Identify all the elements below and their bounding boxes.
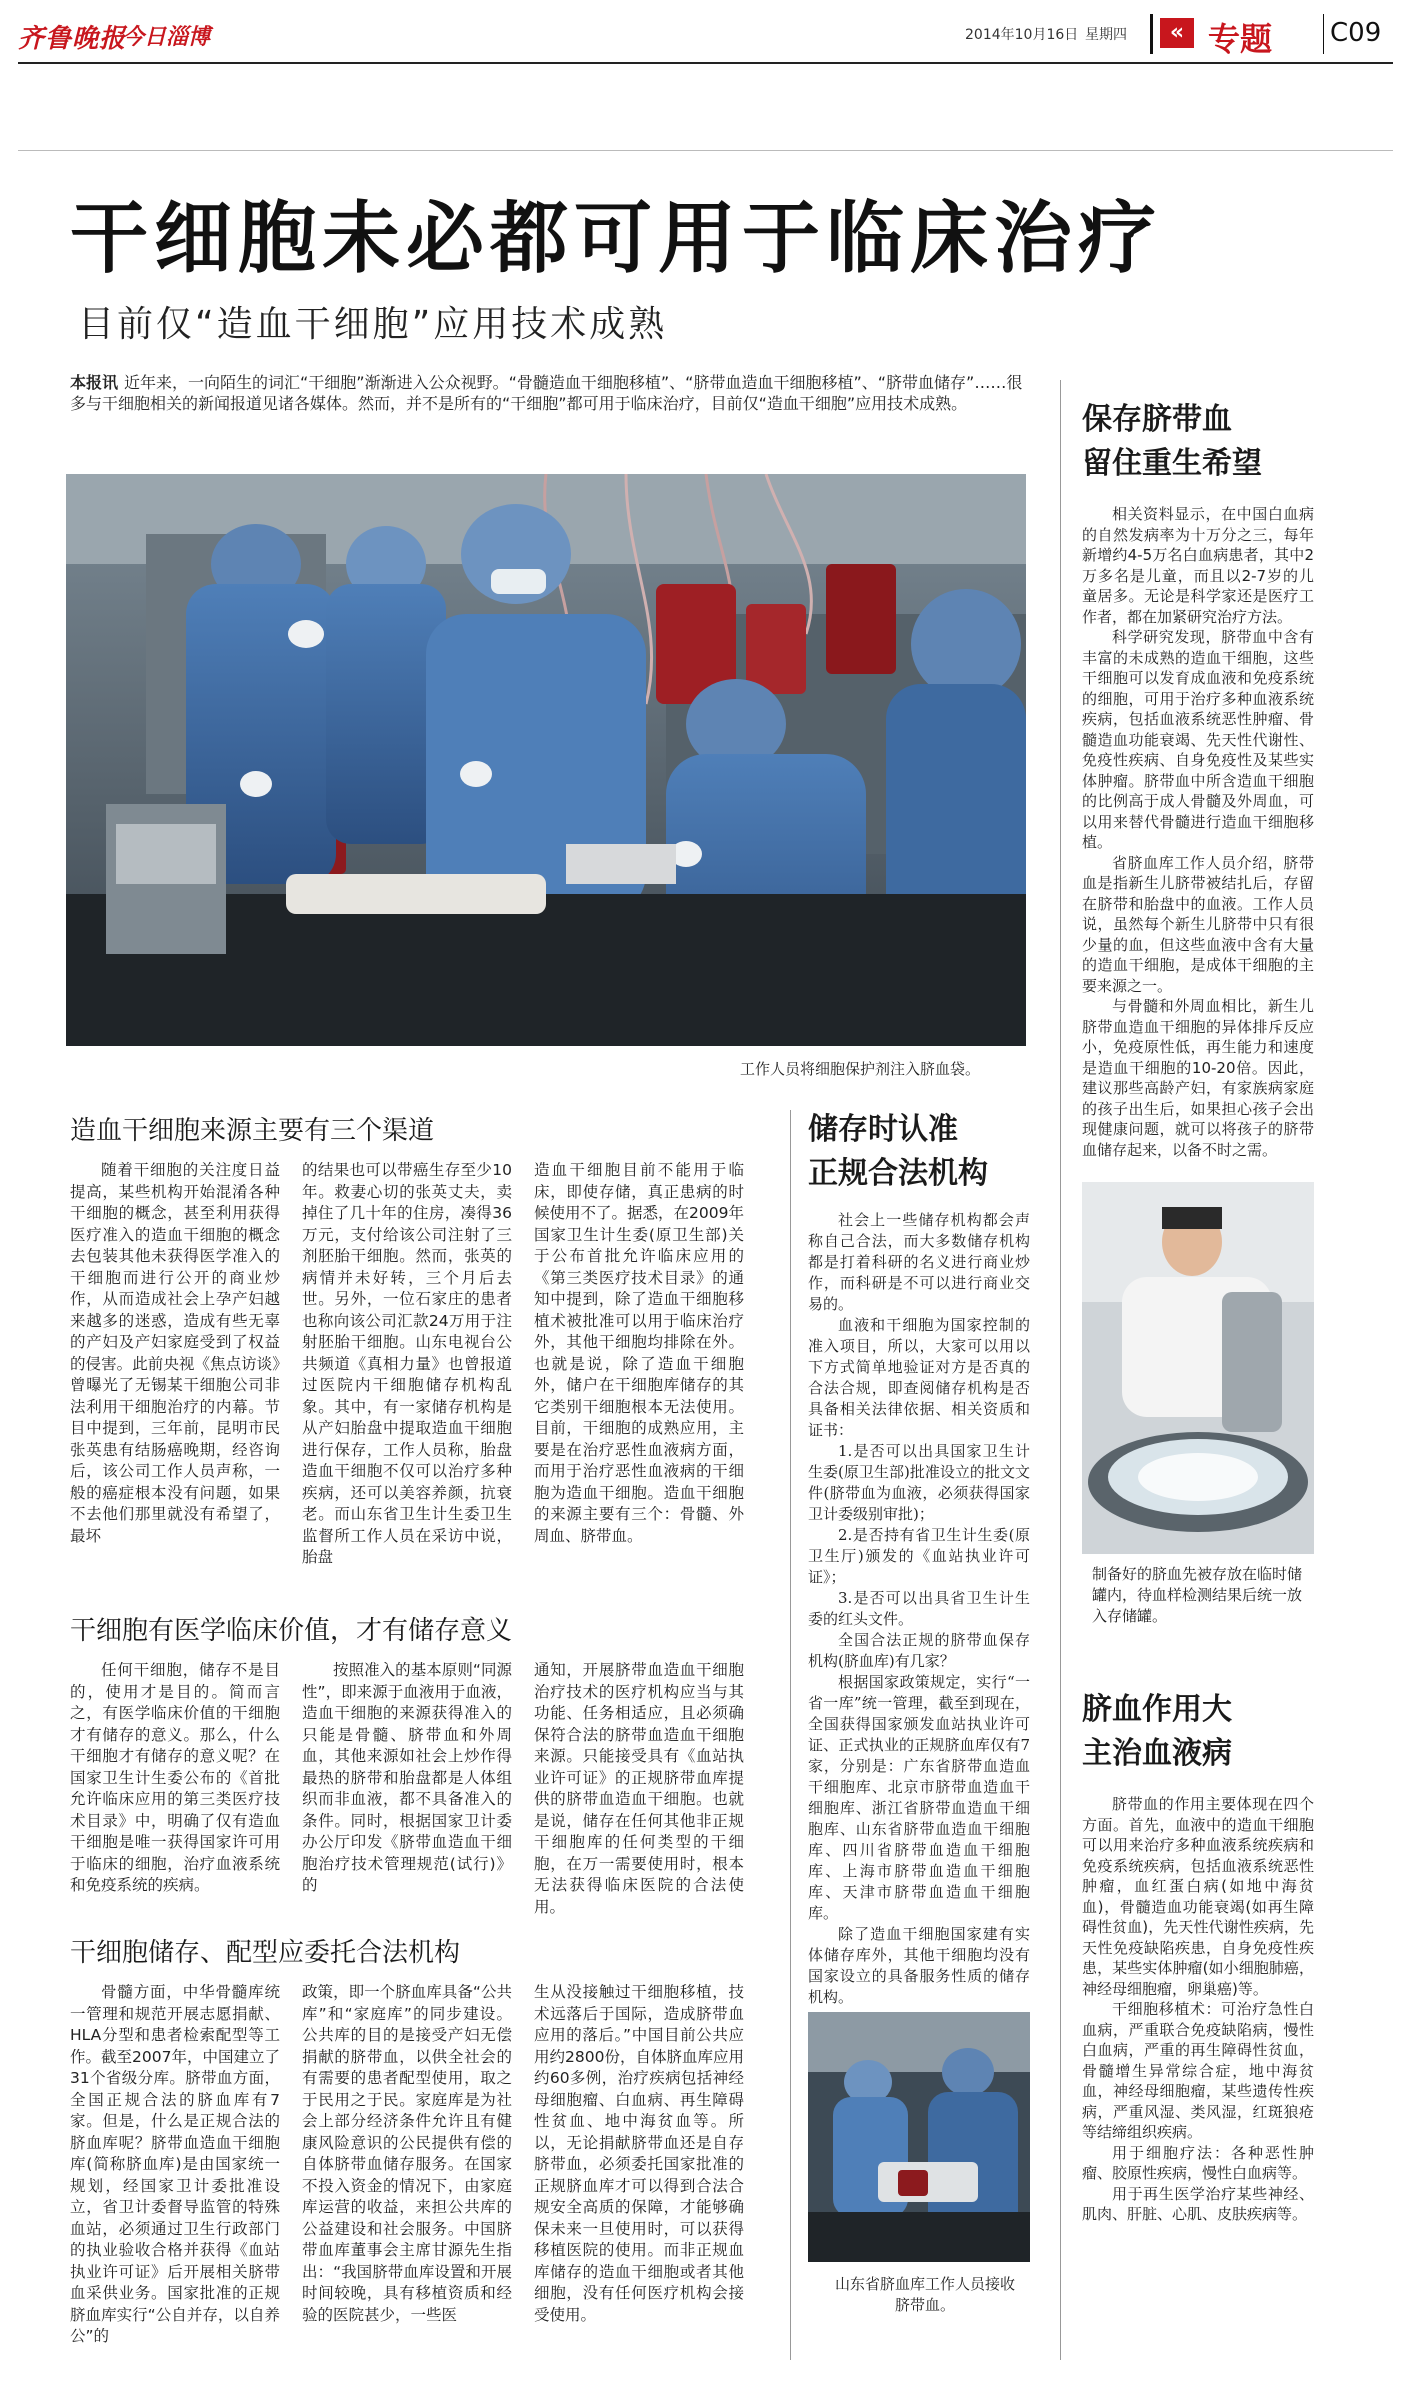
section-1-col-3: [534, 1160, 744, 1547]
mid-column-body: [808, 1210, 1030, 2008]
subheadline: 目前仅“造血干细胞”应用技术成熟: [78, 304, 668, 345]
right-box-1-title: [1082, 398, 1262, 486]
section-1-col-2: [302, 1160, 512, 1569]
mid-para-1: 社会上一些储存机构都会声称自己合法，而大多数储存机构都是打着科研的名义进行商业炒作，而科研是不可以进行商业交易的。: [808, 1211, 1030, 1313]
section-3-col-3: [534, 1982, 744, 2326]
cryogenic-storage-illustration: [1082, 1182, 1314, 1554]
right-box-2-body: [1082, 1794, 1314, 2225]
section-2-title: 干细胞有医学临床价值，才有储存意义: [70, 1616, 513, 1646]
right-box-2-para-1: 脐带血的作用主要体现在四个方面。首先，血液中的造血干细胞可以用来治疗多种血液系统疾病和免疫系统疾病，包括血液系统恶性肿瘤，血红蛋白病(如地中海贫血)，骨髓造血功能衰竭(如再生障碍性贫血)，先天性代谢性疾病，先天性免疫缺陷疾患，自身免疫性疾患，某些实体肿瘤(如小细胞肺癌，神经母细胞瘤，卵巢癌)等。: [1082, 1795, 1314, 1998]
section-1-col-1-text: 随着干细胞的关注度日益提高，某些机构开始混淆各种干细胞的概念，甚至利用获得医疗准入的造血干细胞的概念去包装其他未获得医学准入的干细胞而进行公开的商业炒作，从而造成社会上孕产妇越来越多的迷惑，造成有些无辜的产妇及产妇家庭受到了权益的侵害。此前央视《焦点访谈》曾曝光了无锡某干细胞公司非法利用干细胞治疗的内幕。节目中提到，三年前，昆明市民张英患有结肠癌晚期，经咨询后，该公司工作人员声称，一般的癌症根本没有问题，如果不去他们那里就没有希望了，最坏: [70, 1161, 280, 1545]
section-1-col-1: [70, 1160, 280, 1547]
cord-blood-receiving-illustration: [808, 2012, 1030, 2262]
main-photo: [66, 474, 1026, 1046]
lead-text: 近年来，一向陌生的词汇“干细胞”渐渐进入公众视野。“骨髓造血干细胞移植”、“脐带血造血干细胞移植”、“脐带血储存”……很多与干细胞相关的新闻报道见诸各媒体。然而，并不是所有的“干细胞”都可用于临床治疗，目前仅“造血干细胞”应用技术成熟。: [70, 373, 1023, 413]
section-3-col-1-text: 骨髓方面，中华骨髓库统一管理和规范开展志愿捐献、HLA分型和患者检索配型等工作。截至2007年，中国建立了31个省级分库。脐带血方面，全国正规合法的脐血库有7家。但是，什么是正规合法的脐血库呢？脐带血造血干细胞库(简称脐血库)是由国家统一规划，经国家卫计委批准设立，省卫计委督导监管的特殊血站，必须通过卫生行政部门的执业验收合格并获得《血站执业许可证》后开展相关脐带血采供业务。国家批准的正规脐血库实行“公自并存，以自养公”的: [70, 1983, 280, 2345]
right-box-1-para-4: 与骨髓和外周血相比，新生儿脐带血造血干细胞的异体排斥反应小，免疫原性低，再生能力和速度是造血干细胞的10-20倍。因此，建议那些高龄产妇，有家族病家庭的孩子出生后，如果担心孩子会出现健康问题，就可以将孩子的脐带血储存起来，以备不时之需。: [1082, 997, 1314, 1159]
issue-date: 2014年10月16日: [965, 27, 1079, 43]
right-box-2-para-2: 干细胞移植术：可治疗急性白血病，严重联合免疫缺陷病，慢性白血病，严重的再生障碍性贫血，骨髓增生异常综合症，地中海贫血，神经母细胞瘤，某些遗传性疾病，严重风湿、类风湿，红斑狼疮等结缔组织疾病。: [1082, 2000, 1314, 2141]
right-column-photo: [1082, 1182, 1314, 1554]
mid-photo-caption: 山东省脐血库工作人员接收脐带血。: [834, 2275, 1015, 2314]
mid-para-8: 除了造血干细胞国家建有实体储存库外，其他干细胞均没有国家设立的具备服务性质的储存机构。: [808, 1925, 1030, 2006]
right-box-2-title: [1082, 1688, 1232, 1776]
right-box-2-title-line-1: 脐血作用大: [1082, 1692, 1232, 1727]
section-1-col-2-text: 的结果也可以带癌生存至少10年。救妻心切的张英丈夫，卖掉住了几十年的住房，凑得36万元，支付给该公司注射了三剂胚胎干细胞。然而，张英的病情并未好转，三个月后去世。另外，一位石家庄的患者也称向该公司汇款24万用于注射胚胎干细胞。山东电视台公共频道《真相力量》也曾报道过医院内干细胞储存机构乱象。其中，有一家储存机构是从产妇胎盘中提取造血干细胞进行保存，工作人员称，胎盘造血干细胞不仅可以治疗多种疾病，还可以美容养颜，抗衰老。而山东省卫生计生委卫生监督所工作人员在采访中说，胎盘: [302, 1161, 512, 1566]
mid-column-title: [808, 1108, 988, 1196]
topic-label: 专题: [1208, 20, 1273, 58]
double-chevron-left-icon: «: [1160, 18, 1194, 48]
newspaper-logo: 齐鲁晚报: [18, 24, 127, 54]
mid-para-6: 全国合法正规的脐带血保存机构(脐血库)有几家？: [808, 1631, 1030, 1670]
section-2-col-2-text: 按照准入的基本原则“同源性”，即来源于血液用于血液，造血干细胞的来源获得准入的只能是骨髓、脐带血和外周血，其他来源如社会上炒作得最热的脐带和胎盘都是人体组织而非血液，都不具备准入的条件。同时，根据国家卫计委办公厅印发《脐带血造血干细胞治疗技术管理规范(试行)》的: [302, 1661, 512, 1894]
right-box-2-para-3: 用于细胞疗法：各种恶性肿瘤、胶原性疾病，慢性白血病等。: [1082, 2143, 1314, 2182]
right-photo-caption: 制备好的脐血先被存放在临时储罐内，待血样检测结果后统一放入存储罐。: [1092, 1565, 1303, 1625]
page-number: C09: [1330, 18, 1382, 48]
column-divider-mid: [790, 1110, 791, 2360]
section-1-title: 造血干细胞来源主要有三个渠道: [70, 1116, 435, 1146]
column-divider-right: [1060, 380, 1061, 2360]
section-name: 今日淄博: [122, 25, 211, 50]
right-box-1-title-line-2: 留住重生希望: [1082, 446, 1262, 481]
right-box-1-para-3: 省脐血库工作人员介绍，脐带血是指新生儿脐带被结扎后，存留在脐带和胎盘中的血液。工作人员说，虽然每个新生儿脐带中只有很少量的血，但这些血液中含有大量的造血干细胞，是成体干细胞的主要来源之一。: [1082, 853, 1314, 995]
right-box-1-title-line-1: 保存脐带血: [1082, 402, 1232, 437]
masthead-rule: [18, 62, 1393, 64]
section-3-col-2-text: 政策，即一个脐血库具备“公共库”和“家庭库”的同步建设。公共库的目的是接受产妇无偿捐献的脐带血，以供全社会的有需要的患者配型使用，取之于民用之于民。家庭库是为社会上部分经济条件允许且有健康风险意识的公民提供有偿的自体脐带血储存服务。在国家不投入资金的情况下，由家庭库运营的收益，来担公共库的公益建设和社会服务。中国脐带血库董事会主席甘源先生指出：“我国脐带血库设置和开展时间较晚，具有移植资质和经验的医院甚少，一些医: [302, 1983, 512, 2324]
headline: 干细胞未必都可用于临床治疗: [70, 194, 1163, 284]
section-2-col-1-text: 任何干细胞，储存不是目的，使用才是目的。简而言之，有医学临床价值的干细胞才有储存的意义。那么，什么干细胞才有储存的意义呢？在国家卫生计生委公布的《首批允许临床应用的第三类医疗技术目录》中，明确了仅有造血干细胞是唯一获得国家许可用于临床的细胞，治疗血液系统和免疫系统的疾病。: [70, 1661, 280, 1894]
right-box-1-body: [1082, 504, 1314, 1160]
section-2-col-2: [302, 1660, 512, 1897]
mid-para-4: 2.是否持有省卫生计生委(原卫生厅)颁发的《血站执业许可证》；: [808, 1526, 1030, 1586]
header-divider: [18, 150, 1393, 151]
mid-column-title-line-2: 正规合法机构: [808, 1156, 988, 1191]
right-box-2-para-4: 用于再生医学治疗某些神经、肌肉、肝脏、心肌、皮肤疾病等。: [1082, 2184, 1314, 2223]
right-box-2-title-line-2: 主治血液病: [1082, 1736, 1232, 1771]
mid-para-3: 1.是否可以出具国家卫生计生委(原卫生部)批准设立的批文文件(脐带血为血液，必须获得国家卫计委级别审批)；: [808, 1442, 1030, 1523]
section-3-col-2: [302, 1982, 512, 2326]
section-2-col-3: [534, 1660, 744, 1918]
lead-tag: 本报讯: [70, 373, 119, 392]
mid-para-7: 根据国家政策规定，实行“一省一库”统一管理，截至到现在，全国获得国家颁发血站执业许可证、正式执业的正规脐血库仅有7家，分别是：广东省脐带血造血干细胞库、北京市脐带血造血干细胞库、浙江省脐带血造血干细胞库、山东省脐带血造血干细胞库、四川省脐带血造血干细胞库、上海市脐带血造血干细胞库、天津市脐带血造血干细胞库。: [808, 1673, 1030, 1922]
lead-paragraph: [70, 372, 1030, 414]
section-2-col-3-text: 通知，开展脐带血造血干细胞治疗技术的医疗机构应当与其功能、任务相适应，且必须确保符合法的脐带血造血干细胞来源。只能接受具有《血站执业许可证》的正规脐带血库提供的脐带血造血干细胞。也就是说，储存在任何其他非正规干细胞库的任何类型的干细胞，在万一需要使用时，根本无法获得临床医院的合法使用。: [534, 1661, 744, 1916]
mid-column-title-line-1: 储存时认准: [808, 1112, 958, 1147]
section-3-col-3-text: 生从没接触过干细胞移植，技术远落后于国际，造成脐带血应用的落后。”中国目前公共应用约2800份，自体脐血库应用约60多例，治疗疾病包括神经母细胞瘤、白血病、再生障碍性贫血、地中海贫血等。所以，无论捐献脐带血还是自存脐带血，必须委托国家批准的正规脐血库才可以得到合法合规安全高质的保障，才能够确保未来一旦使用时，可以获得移植医院的使用。而非正规血库储存的造血干细胞或者其他细胞，没有任何医疗机构会接受使用。: [534, 1983, 744, 2324]
lab-scene-illustration: [66, 474, 1026, 1046]
mid-para-5: 3.是否可以出具省卫生计生委的红头文件。: [808, 1589, 1030, 1628]
section-2-col-1: [70, 1660, 280, 1897]
issue-weekday: 星期四: [1085, 27, 1127, 43]
mid-para-2: 血液和干细胞为国家控制的准入项目，所以，大家可以用以下方式简单地验证对方是否真的合法合规，即查阅储存机构是否具备相关法律依据、相关资质和证书：: [808, 1316, 1030, 1439]
mid-column-photo: [808, 2012, 1030, 2262]
section-1-col-3-text: 造血干细胞目前不能用于临床，即使存储，真正患病的时候使用不了。据悉，在2009年国家卫生计生委(原卫生部)关于公布首批允许临床应用的《第三类医疗技术目录》的通知中提到，除了造血干细胞移植术被批准可以用于临床治疗外，其他干细胞均排除在外。也就是说，除了造血干细胞外，储户在干细胞库储存的其它类别干细胞根本无法使用。目前，干细胞的成熟应用，主要是在治疗恶性血液病方面，而用于治疗恶性血液病的干细胞为造血干细胞。造血干细胞的来源主要有三个：骨髓、外周血、脐带血。: [534, 1161, 744, 1545]
right-box-1-para-1: 相关资料显示，在中国白血病的自然发病率为十万分之三，每年新增约4-5万名白血病患者，其中2万多名是儿童，而且以2-7岁的儿童居多。无论是科学家还是医疗工作者，都在加紧研究治疗方法。: [1082, 505, 1314, 626]
section-3-col-1: [70, 1982, 280, 2348]
right-box-1-para-2: 科学研究发现，脐带血中含有丰富的未成熟的造血干细胞，这些干细胞可以发育成血液和免疫系统的细胞，可用于治疗多种血液系统疾病，包括血液系统恶性肿瘤、骨髓造血功能衰竭、先天性代谢性、免疫性疾病、自身免疫性及某些实体肿瘤。脐带血中所含造血干细胞的比例高于成人骨髓及外周血，可以用来替代骨髓进行造血干细胞移植。: [1082, 628, 1314, 851]
section-3-title: 干细胞储存、配型应委托合法机构: [70, 1938, 461, 1968]
photo-caption: 工作人员将细胞保护剂注入脐血袋。: [740, 1060, 981, 1078]
